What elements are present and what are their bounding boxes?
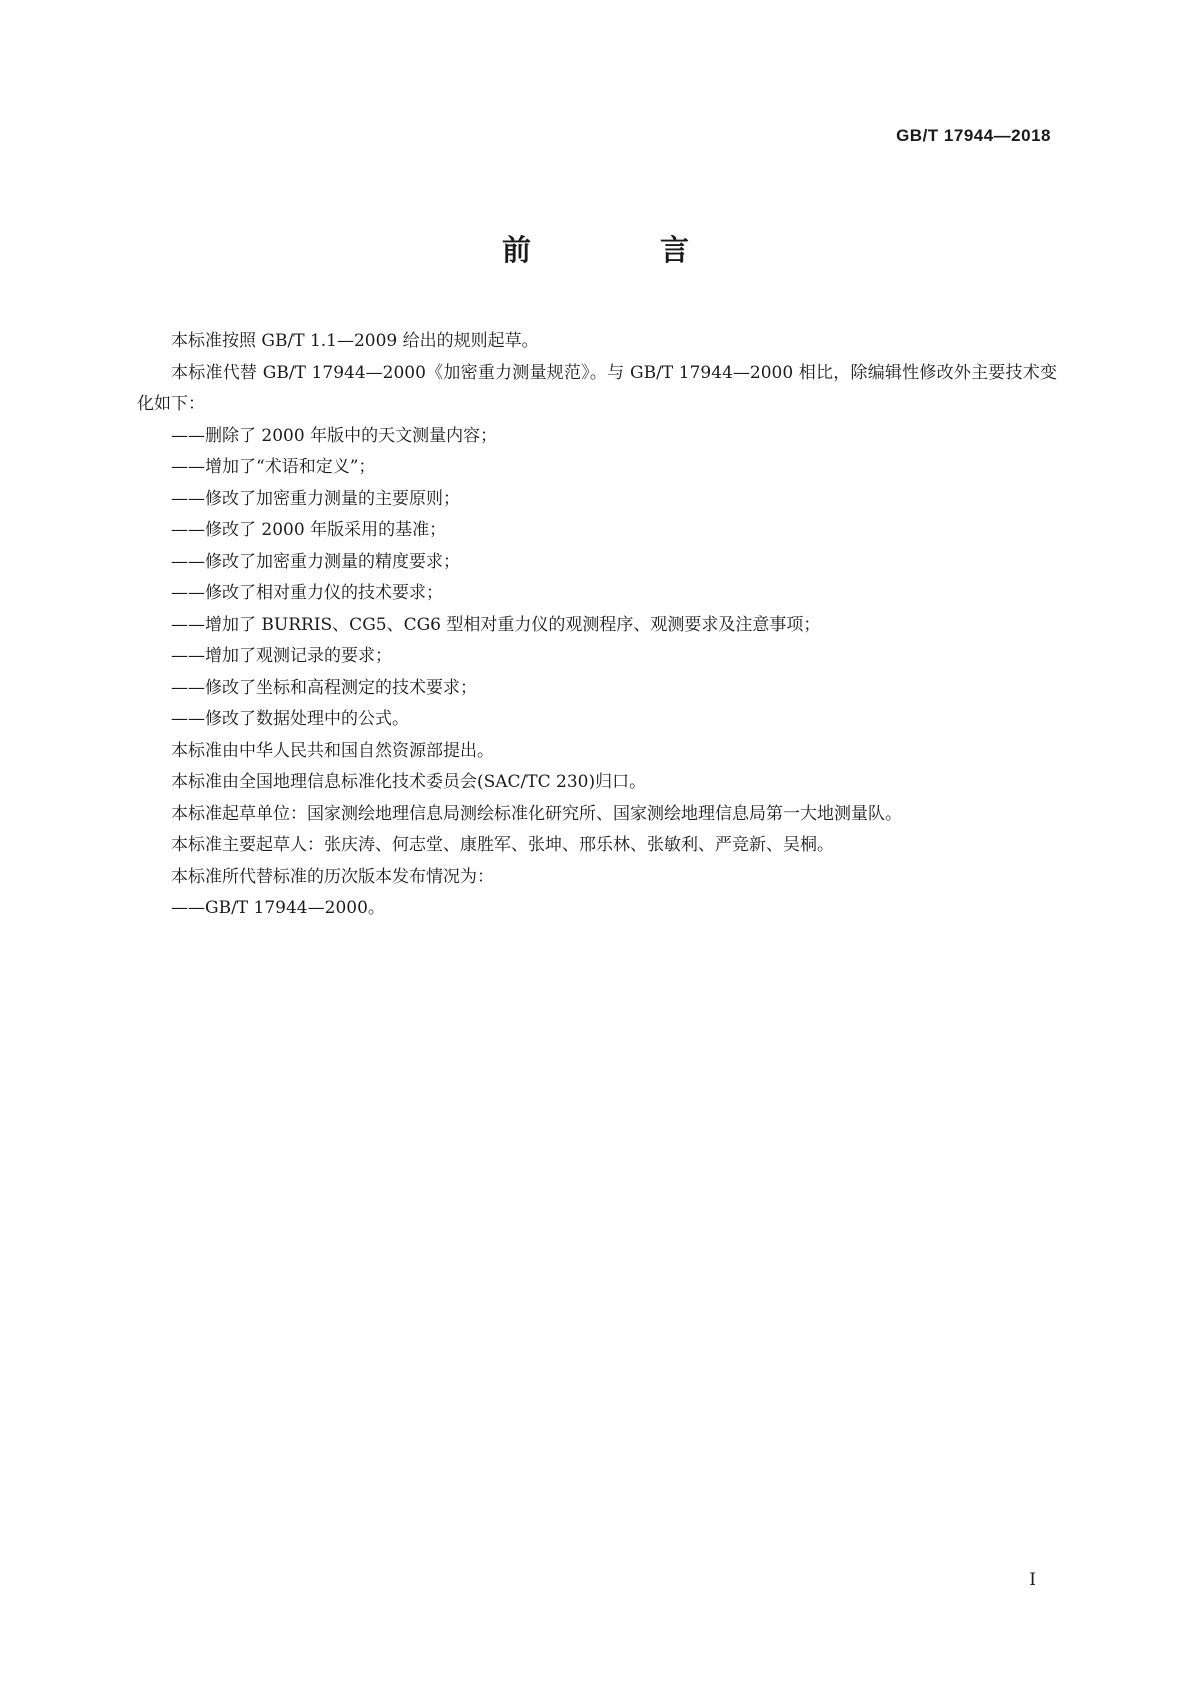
list-item: ——修改了 2000 年版采用的基准； xyxy=(171,520,447,540)
list-item: ——增加了观测记录的要求； xyxy=(171,646,392,666)
paragraph-proposer: 本标准由中华人民共和国自然资源部提出。 xyxy=(171,740,494,761)
standard-code: GB/T 17944—2018 xyxy=(896,126,1051,145)
list-item: ——修改了加密重力测量的精度要求； xyxy=(171,551,460,572)
paragraph-replacement: 本标准代替 GB/T 17944—2000《加密重力测量规范》。与 GB/T 17944—2000 相比，除编辑性修改外主要技术变化如下： xyxy=(137,362,1057,414)
page-number: I xyxy=(1029,1570,1036,1590)
list-item: ——GB/T 17944—2000。 xyxy=(171,898,385,918)
paragraph-drafting-rules: 本标准按照 GB/T 1.1—2009 给出的规则起草。 xyxy=(171,331,539,351)
list-item: ——修改了数据处理中的公式。 xyxy=(171,709,409,729)
list-item: ——修改了加密重力测量的主要原则； xyxy=(171,488,460,509)
paragraph-drafting-units: 本标准起草单位：国家测绘地理信息局测绘标准化研究所、国家测绘地理信息局第一大地测量队。 xyxy=(171,803,902,824)
paragraph-responsible-committee: 本标准由全国地理信息标准化技术委员会(SAC/TC 230)归口。 xyxy=(171,772,647,792)
list-item: ——修改了相对重力仪的技术要求； xyxy=(171,583,443,603)
paragraph-drafters: 本标准主要起草人：张庆涛、何志堂、康胜军、张坤、邢乐林、张敏利、严竞新、吴桐。 xyxy=(171,835,834,855)
page-title: 前 言 xyxy=(501,233,739,267)
list-item: ——删除了 2000 年版中的天文测量内容； xyxy=(171,425,498,446)
list-item: ——增加了 BURRIS、CG5、CG6 型相对重力仪的观测程序、观测要求及注意事项； xyxy=(171,614,821,635)
list-item: ——增加了“术语和定义”； xyxy=(171,457,376,477)
paragraph-previous-editions: 本标准所代替标准的历次版本发布情况为： xyxy=(171,866,494,887)
foreword-body xyxy=(137,326,1057,925)
list-item: ——修改了坐标和高程测定的技术要求； xyxy=(171,677,477,698)
